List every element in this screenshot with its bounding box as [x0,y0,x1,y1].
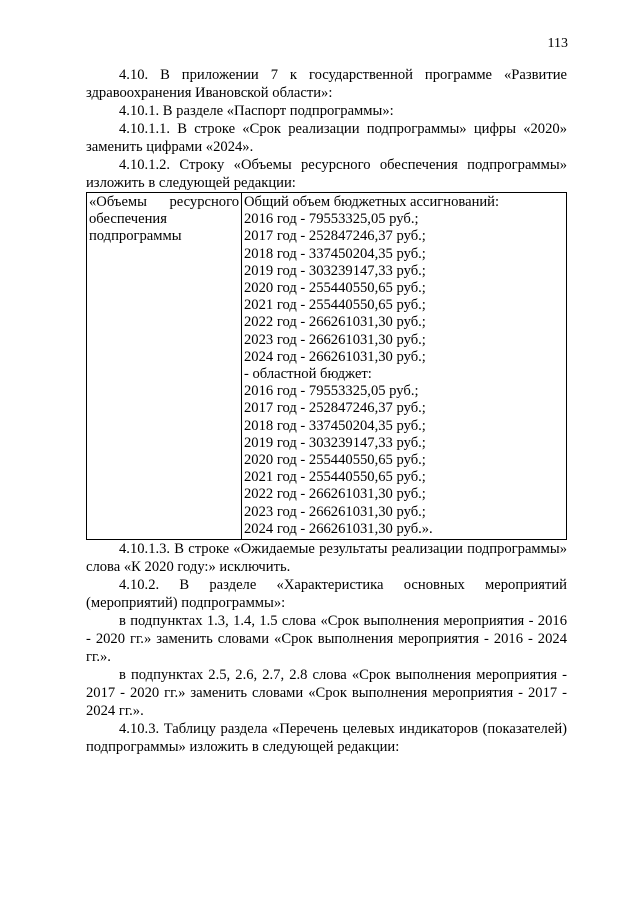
paragraph-4-10-3: 4.10.3. Таблицу раздела «Перечень целевых индикаторов (показателей) подпрограммы» изложить в следующей редакции: [86,721,567,756]
paragraph-subitems-2: в подпунктах 2.5, 2.6, 2.7, 2.8 слова «Срок выполнения мероприятия - 2017 - 2020 гг.» заменить словами «Срок выполнения мероприятия - 2017 - 2024 гг.». [86,667,567,720]
value-line: 2018 год - 337450204,35 руб.; [244,417,426,434]
value-line: 2016 год - 79553325,05 руб.; [244,383,419,400]
paragraph-4-10-1-3: 4.10.1.3. В строке «Ожидаемые результаты реализации подпрограммы» слова «К 2020 году:» исключить. [86,541,567,576]
value-line: 2018 год - 337450204,35 руб.; [244,245,426,262]
value-line: 2023 год - 266261031,30 руб.; [244,331,426,348]
table-row [87,193,567,540]
resource-label-cell: «Объемы ресурсного обеспечения подпрограммы [87,193,242,540]
value-line: 2017 год - 252847246,37 руб.; [244,400,426,417]
value-line: 2024 год - 266261031,30 руб.». [244,520,433,537]
value-line: 2020 год - 255440550,65 руб.; [244,280,426,297]
resource-table [86,192,567,540]
paragraph-4-10-1: 4.10.1. В разделе «Паспорт подпрограммы»: [119,103,394,119]
value-line: 2022 год - 266261031,30 руб.; [244,314,426,331]
value-line: 2024 год - 266261031,30 руб.; [244,348,426,365]
paragraph-4-10-1-1: 4.10.1.1. В строке «Срок реализации подпрограммы» цифры «2020» заменить цифрами «2024». [86,121,567,155]
value-line: 2022 год - 266261031,30 руб.; [244,486,426,503]
value-line: Общий объем бюджетных ассигнований: [244,194,500,210]
page-number: 113 [547,36,568,51]
value-line: 2017 год - 252847246,37 руб.; [244,228,426,245]
paragraph-4-10-1-2: 4.10.1.2. Строку «Объемы ресурсного обеспечения подпрограммы» изложить в следующей редакции: [86,157,567,191]
value-line: 2019 год - 303239147,33 руб.; [244,262,426,279]
value-line: 2016 год - 79553325,05 руб.; [244,211,419,228]
resource-values-cell [242,193,567,540]
value-line: - областной бюджет: [244,366,372,383]
value-line: 2020 год - 255440550,65 руб.; [244,452,426,469]
value-line: 2019 год - 303239147,33 руб.; [244,434,426,451]
document-body [86,66,567,756]
paragraph-subitems-1: в подпунктах 1.3, 1.4, 1.5 слова «Срок выполнения мероприятия - 2016 - 2020 гг.» заменить словами «Срок выполнения мероприятия - 2016 - 2024 гг.». [86,613,567,666]
paragraph-4-10: 4.10. В приложении 7 к государственной программе «Развитие здравоохранения Ивановской области»: [86,67,567,101]
value-line: 2021 год - 255440550,65 руб.; [244,297,426,314]
value-line: 2023 год - 266261031,30 руб.; [244,503,426,520]
paragraph-4-10-2: 4.10.2. В разделе «Характеристика основных мероприятий (мероприятий) подпрограммы»: [86,577,567,612]
value-line: 2021 год - 255440550,65 руб.; [244,469,426,486]
